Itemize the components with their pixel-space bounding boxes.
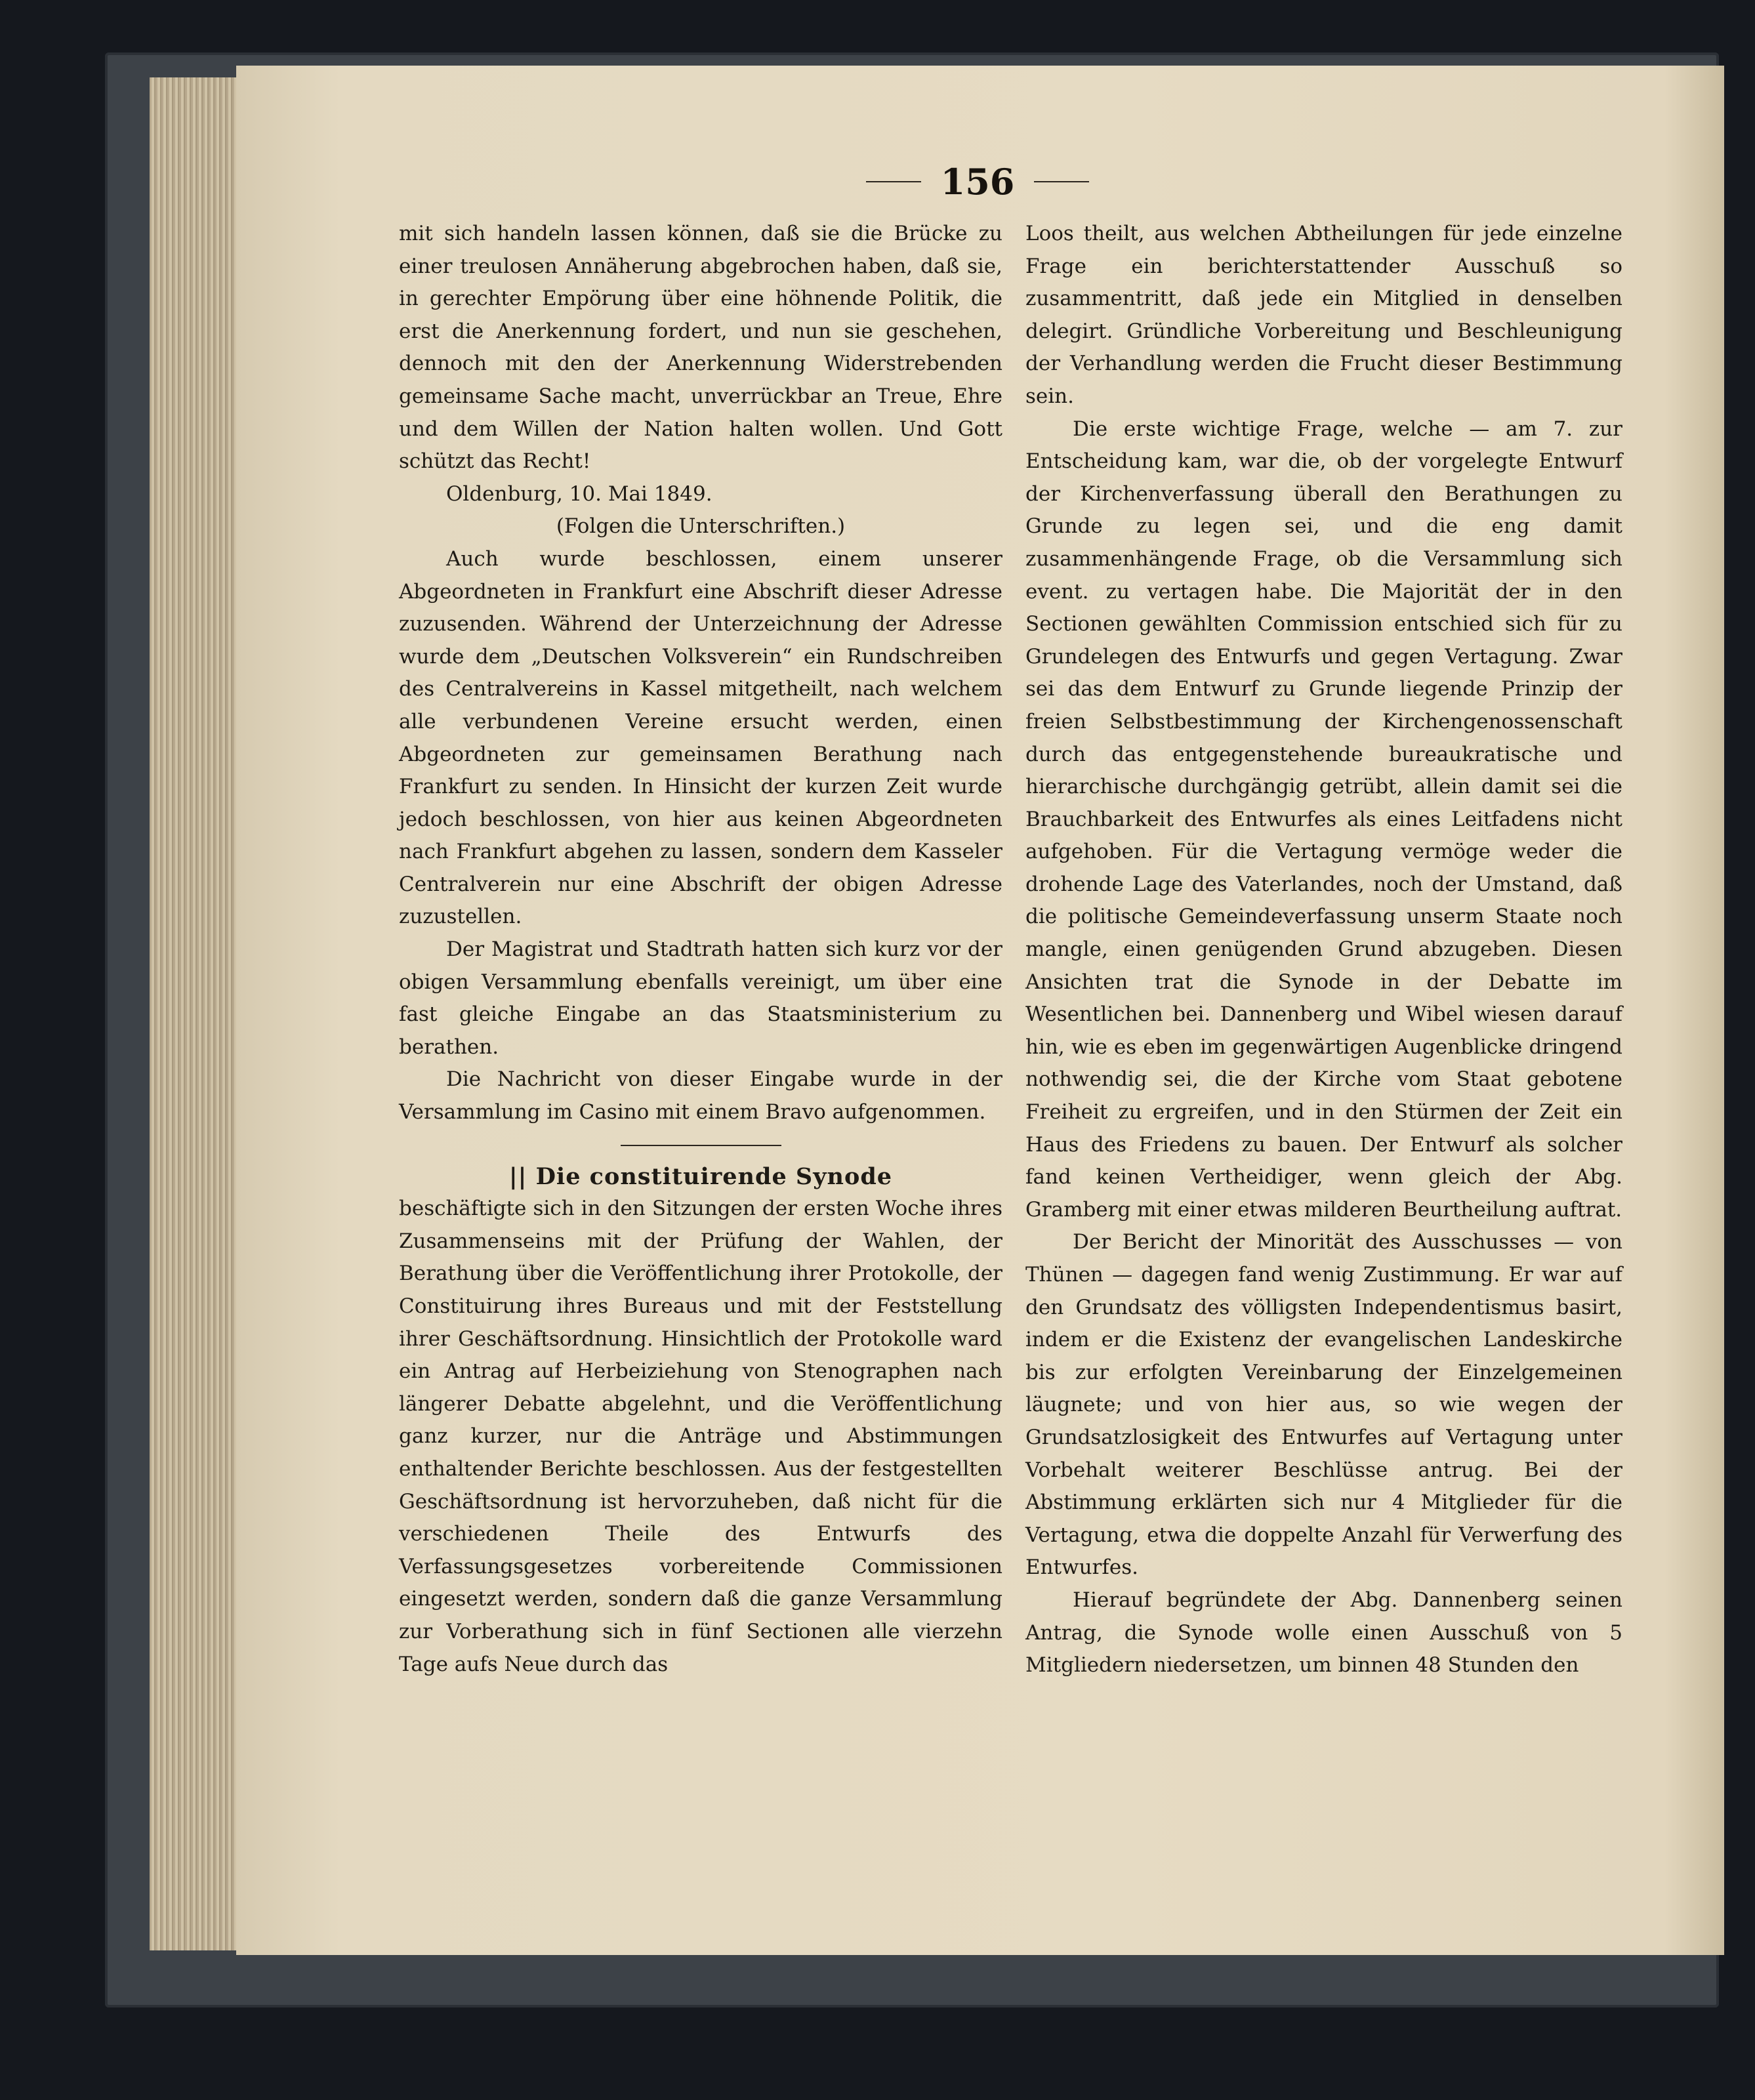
- right-column: [1025, 218, 1622, 1682]
- paragraph: Die erste wichtige Frage, welche — am 7. zur Entscheidung kam, war die, ob der vorgelegte Entwurf der Kirchenverfassung überall den Berathungen zu Grunde zu legen sei, und die eng damit zusammenhängende Frage, ob die Versammlung sich event. zu vertagen habe. Die Majorität der in den Sectionen gewählten Commission entschied sich für zu Grundelegen des Entwurfs und gegen Vertagung. Zwar sei das dem Entwurf zu Grunde liegende Prinzip der freien Selbstbestimmung der Kirchengenossenschaft durch das entgegenstehende bureaukratische und hierarchische durchgängig getrübt, allein damit sei die Brauchbarkeit des Entwurfes als eines Leitfadens nicht aufgehoben. Für die Vertagung vermöge weder die drohende Lage des Vaterlandes, noch der Umstand, daß die politische Gemeindeverfassung unserm Staate noch mangle, einen genügenden Grund abzugeben. Diesen Ansichten trat die Synode in der Debatte im Wesentlichen bei. Dannenberg und Wibel wiesen darauf hin, wie es eben im gegenwärtigen Augenblicke dringend nothwendig sei, die der Kirche vom Staat gebotene Freiheit zu ergreifen, und in den Stürmen der Zeit ein Haus des Friedens zu bauen. Der Entwurf als solcher fand keinen Vertheidiger, wenn gleich der Abg. Gramberg mit einer etwas milderen Beurtheilung auftrat.: [1025, 417, 1622, 1222]
- signature-note: (Folgen die Unterschriften.): [556, 514, 846, 539]
- paragraph: Der Bericht der Minorität des Ausschusses — von Thünen — dagegen fand wenig Zustimmung. Er war auf den Grundsatz des völligsten Independentismus basirt, indem er die Existenz der evangelischen Landeskirche bis zur erfolgten Vereinbarung der Einzelgemeinen läugnete; und von hier aus, so wie wegen der Grundsatzlosigkeit des Entwurfes auf Vertagung unter Vorbehalt weiterer Beschlüsse antrug. Bei der Abstimmung erklärten sich nur 4 Mitglieder für die Vertagung, etwa die doppelte Anzahl für Verwerfung des Entwurfes.: [1025, 1230, 1622, 1580]
- dateline: Oldenburg, 10. Mai 1849.: [446, 482, 712, 506]
- header-rule-left: [866, 181, 921, 182]
- paragraph: mit sich handeln lassen können, daß sie die Brücke zu einer treulosen Annäherung abgebrochen haben, daß sie, in gerechter Empörung über eine höhnende Politik, die erst die Anerkennung fordert, und nun sie geschehen, dennoch mit den der Anerkennung Widerstrebenden gemeinsame Sache macht, unverrückbar an Treue, Ehre und dem Willen der Nation halten wollen. Und Gott schützt das Recht!: [399, 222, 1002, 474]
- header-rule-right: [1034, 181, 1089, 182]
- page-edges: [150, 77, 248, 1950]
- paragraph: Auch wurde beschlossen, einem unserer Abgeordneten in Frankfurt eine Abschrift dieser Adresse zuzusenden. Während der Unterzeichnung der Adresse wurde dem „Deutschen Volksverein“ ein Rundschreiben des Centralvereins in Kassel mitgetheilt, nach welchem alle verbundenen Vereine ersucht werden, einen Abgeordneten zur gemeinsamen Berathung nach Frankfurt zu senden. In Hinsicht der kurzen Zeit wurde jedoch beschlossen, von hier aus keinen Abgeordneten nach Frankfurt abgehen zu lassen, sondern dem Kasseler Centralverein nur eine Abschrift der obigen Adresse zuzustellen.: [399, 546, 1002, 929]
- page-number: 156: [940, 161, 1015, 203]
- page-header: [866, 159, 1089, 205]
- paragraph: Hierauf begründete der Abg. Dannenberg seinen Antrag, die Synode wolle einen Ausschuß von 5 Mitgliedern niedersetzen, um binnen 48 Stunden den: [1025, 1588, 1622, 1678]
- left-column: [399, 218, 1002, 1681]
- paragraph: Die Nachricht von dieser Eingabe wurde in der Versammlung im Casino mit einem Bravo aufgenommen.: [399, 1067, 1002, 1124]
- paragraph: Loos theilt, aus welchen Abtheilungen für jede einzelne Frage ein berichterstattender Ausschuß so zusammentritt, daß jede ein Mitglied in denselben delegirt. Gründliche Vorbereitung und Beschleunigung der Verhandlung werden die Frucht dieser Bestimmung sein.: [1025, 222, 1622, 408]
- section-divider: [621, 1145, 781, 1146]
- paragraph: Der Magistrat und Stadtrath hatten sich kurz vor der obigen Versammlung ebenfalls vereinigt, um über eine fast gleiche Eingabe an das Staatsministerium zu berathen.: [399, 937, 1002, 1059]
- paragraph: beschäftigte sich in den Sitzungen der ersten Woche ihres Zusammenseins mit der Prüfung der Wahlen, der Berathung über die Veröffentlichung ihrer Protokolle, der Constituirung ihres Bureaus und mit der Feststellung ihrer Geschäftsordnung. Hinsichtlich der Protokolle ward ein Antrag auf Herbeiziehung von Stenographen nach längerer Debatte abgelehnt, und die Veröffentlichung ganz kurzer, nur die Anträge und Abstimmungen enthaltender Berichte beschlossen. Aus der festgestellten Geschäftsordnung ist hervorzuheben, daß nicht für die verschiedenen Theile des Entwurfs des Verfassungsgesetzes vorbereitende Commissionen eingesetzt werden, sondern daß die ganze Versammlung zur Vorberathung sich in fünf Sectionen alle vierzehn Tage aufs Neue durch das: [399, 1197, 1002, 1676]
- section-heading: || Die constituirende Synode: [508, 1163, 893, 1190]
